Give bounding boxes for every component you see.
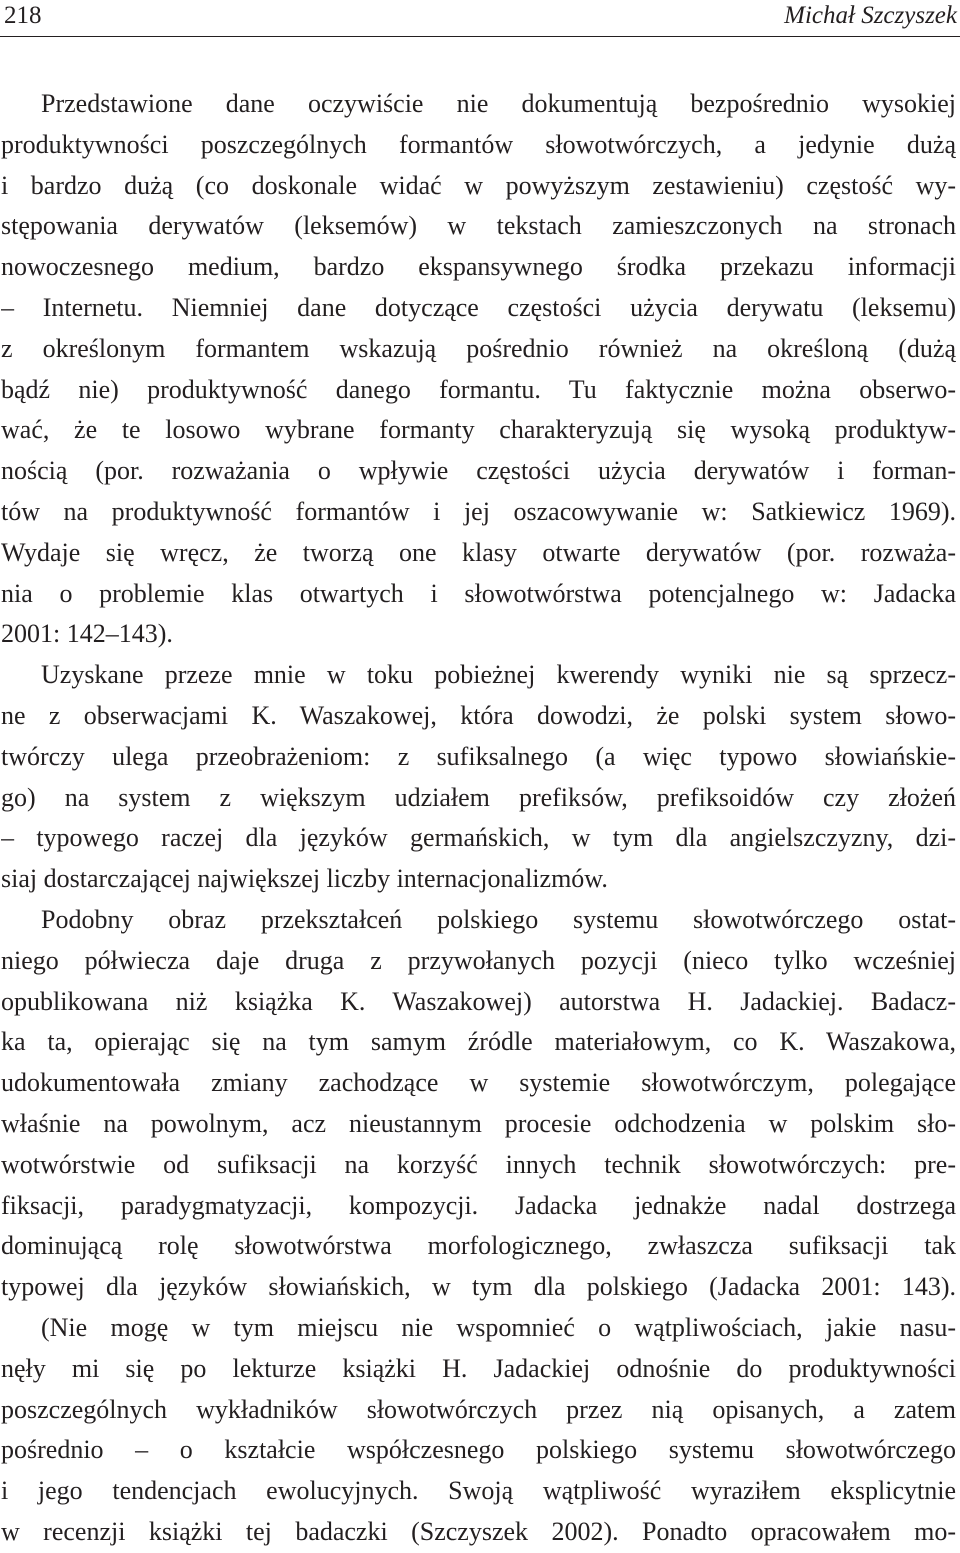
text-line: 2001: 142–143). [1,619,173,649]
text-line: typowej dla języków słowiańskich, w tym dla polskiego (Jadacka 2001: 143). [1,1272,956,1302]
body-text [1,84,956,1553]
text-line: opublikowana niż książka K. Waszakowej) autorstwa H. Jadackiej. Badacz- [1,986,956,1016]
text-line: i jego tendencjach ewolucyjnych. Swoją wątpliwość wyraziłem eksplicytnie [1,1476,956,1506]
text-line: właśnie na powolnym, acz nieustannym procesie odchodzenia w polskim sło- [1,1108,956,1138]
text-line: fiksacji, paradygmatyzacji, kompozycji. Jadacka jednakże nadal dostrzega [1,1190,956,1220]
text-line: – Internetu. Niemniej dane dotyczące częstości użycia derywatu (leksemu) [1,292,956,322]
text-line: go) na system z większym udziałem prefiksów, prefiksoidów czy złożeń [1,782,956,812]
text-line: Uzyskane przeze mnie w toku pobieżnej kwerendy wyniki nie są sprzecz- [41,660,956,690]
running-head-author: Michał Szczyszek [784,2,957,29]
text-line: ne z obserwacjami K. Waszakowej, która dowodzi, że polski system słowo- [1,700,956,730]
text-line: pośrednio – o kształcie współczesnego polskiego systemu słowotwórczego [1,1435,956,1465]
text-line: niego półwiecza daje druga z przywołanych pozycji (nieco tylko wcześniej [1,945,956,975]
text-line: nością (por. rozważania o wpływie częstości użycia derywatów i forman- [1,456,956,486]
text-line: stępowania derywatów (leksemów) w tekstach zamieszczonych na stronach [1,211,956,241]
text-line: bądź nie) produktywność danego formantu. Tu faktycznie można obserwo- [1,374,956,404]
text-line: wotwórstwie od sufiksacji na korzyść innych technik słowotwórczych: pre- [1,1149,956,1179]
text-line: twórczy ulega przeobrażeniom: z sufiksalnego (a więc typowo słowiańskie- [1,741,956,771]
text-line: z określonym formantem wskazują pośrednio również na określoną (dużą [1,333,956,363]
text-line: nowoczesnego medium, bardzo ekspansywnego środka przekazu informacji [1,252,956,282]
text-line: Przedstawione dane oczywiście nie dokumentują bezpośrednio wysokiej [41,89,956,118]
text-line: udokumentowała zmiany zachodzące w systemie słowotwórczym, polegające [1,1068,956,1098]
text-line: tów na produktywność formantów i jej oszacowywanie w: Satkiewicz 1969). [1,496,956,526]
text-line: nia o problemie klas otwartych i słowotwórstwa potencjalnego w: Jadacka [1,578,956,608]
text-line: (Nie mogę w tym miejscu nie wspomnieć o wątpliwościach, jakie nasu- [41,1312,956,1342]
page-header [0,0,960,40]
text-line: ka ta, opierając się na tym samym źródle materiałowym, co K. Waszakowa, [1,1027,956,1057]
text-line: – typowego raczej dla języków germańskich, w tym dla angielszczyzny, dzi- [1,823,956,853]
text-line: nęły mi się po lekturze książki H. Jadackiej odnośnie do produktywności [1,1353,956,1383]
header-rule [0,36,960,37]
text-line: wać, że te losowo wybrane formanty charakteryzują się wysoką produktyw- [1,415,956,445]
text-line: poszczególnych wykładników słowotwórczych przez nią opisanych, a zatem [1,1394,956,1424]
text-line: w recenzji książki tej badaczki (Szczyszek 2002). Ponadto opracowałem mo- [1,1516,956,1546]
text-line: i bardzo dużą (co doskonale widać w powyższym zestawieniu) częstość wy- [1,170,956,200]
text-line: dominującą rolę słowotwórstwa morfologicznego, zwłaszcza sufiksacji tak [1,1231,956,1261]
text-line: Wydaje się wręcz, że tworzą one klasy otwarte derywatów (por. rozważa- [1,537,956,567]
text-line: siaj dostarczającej największej liczby internacjonalizmów. [1,864,608,894]
text-line: Podobny obraz przekształceń polskiego systemu słowotwórczego ostat- [41,904,956,934]
text-line: produktywności poszczególnych formantów słowotwórczych, a jedynie dużą [1,129,956,159]
page-number: 218 [4,2,42,29]
